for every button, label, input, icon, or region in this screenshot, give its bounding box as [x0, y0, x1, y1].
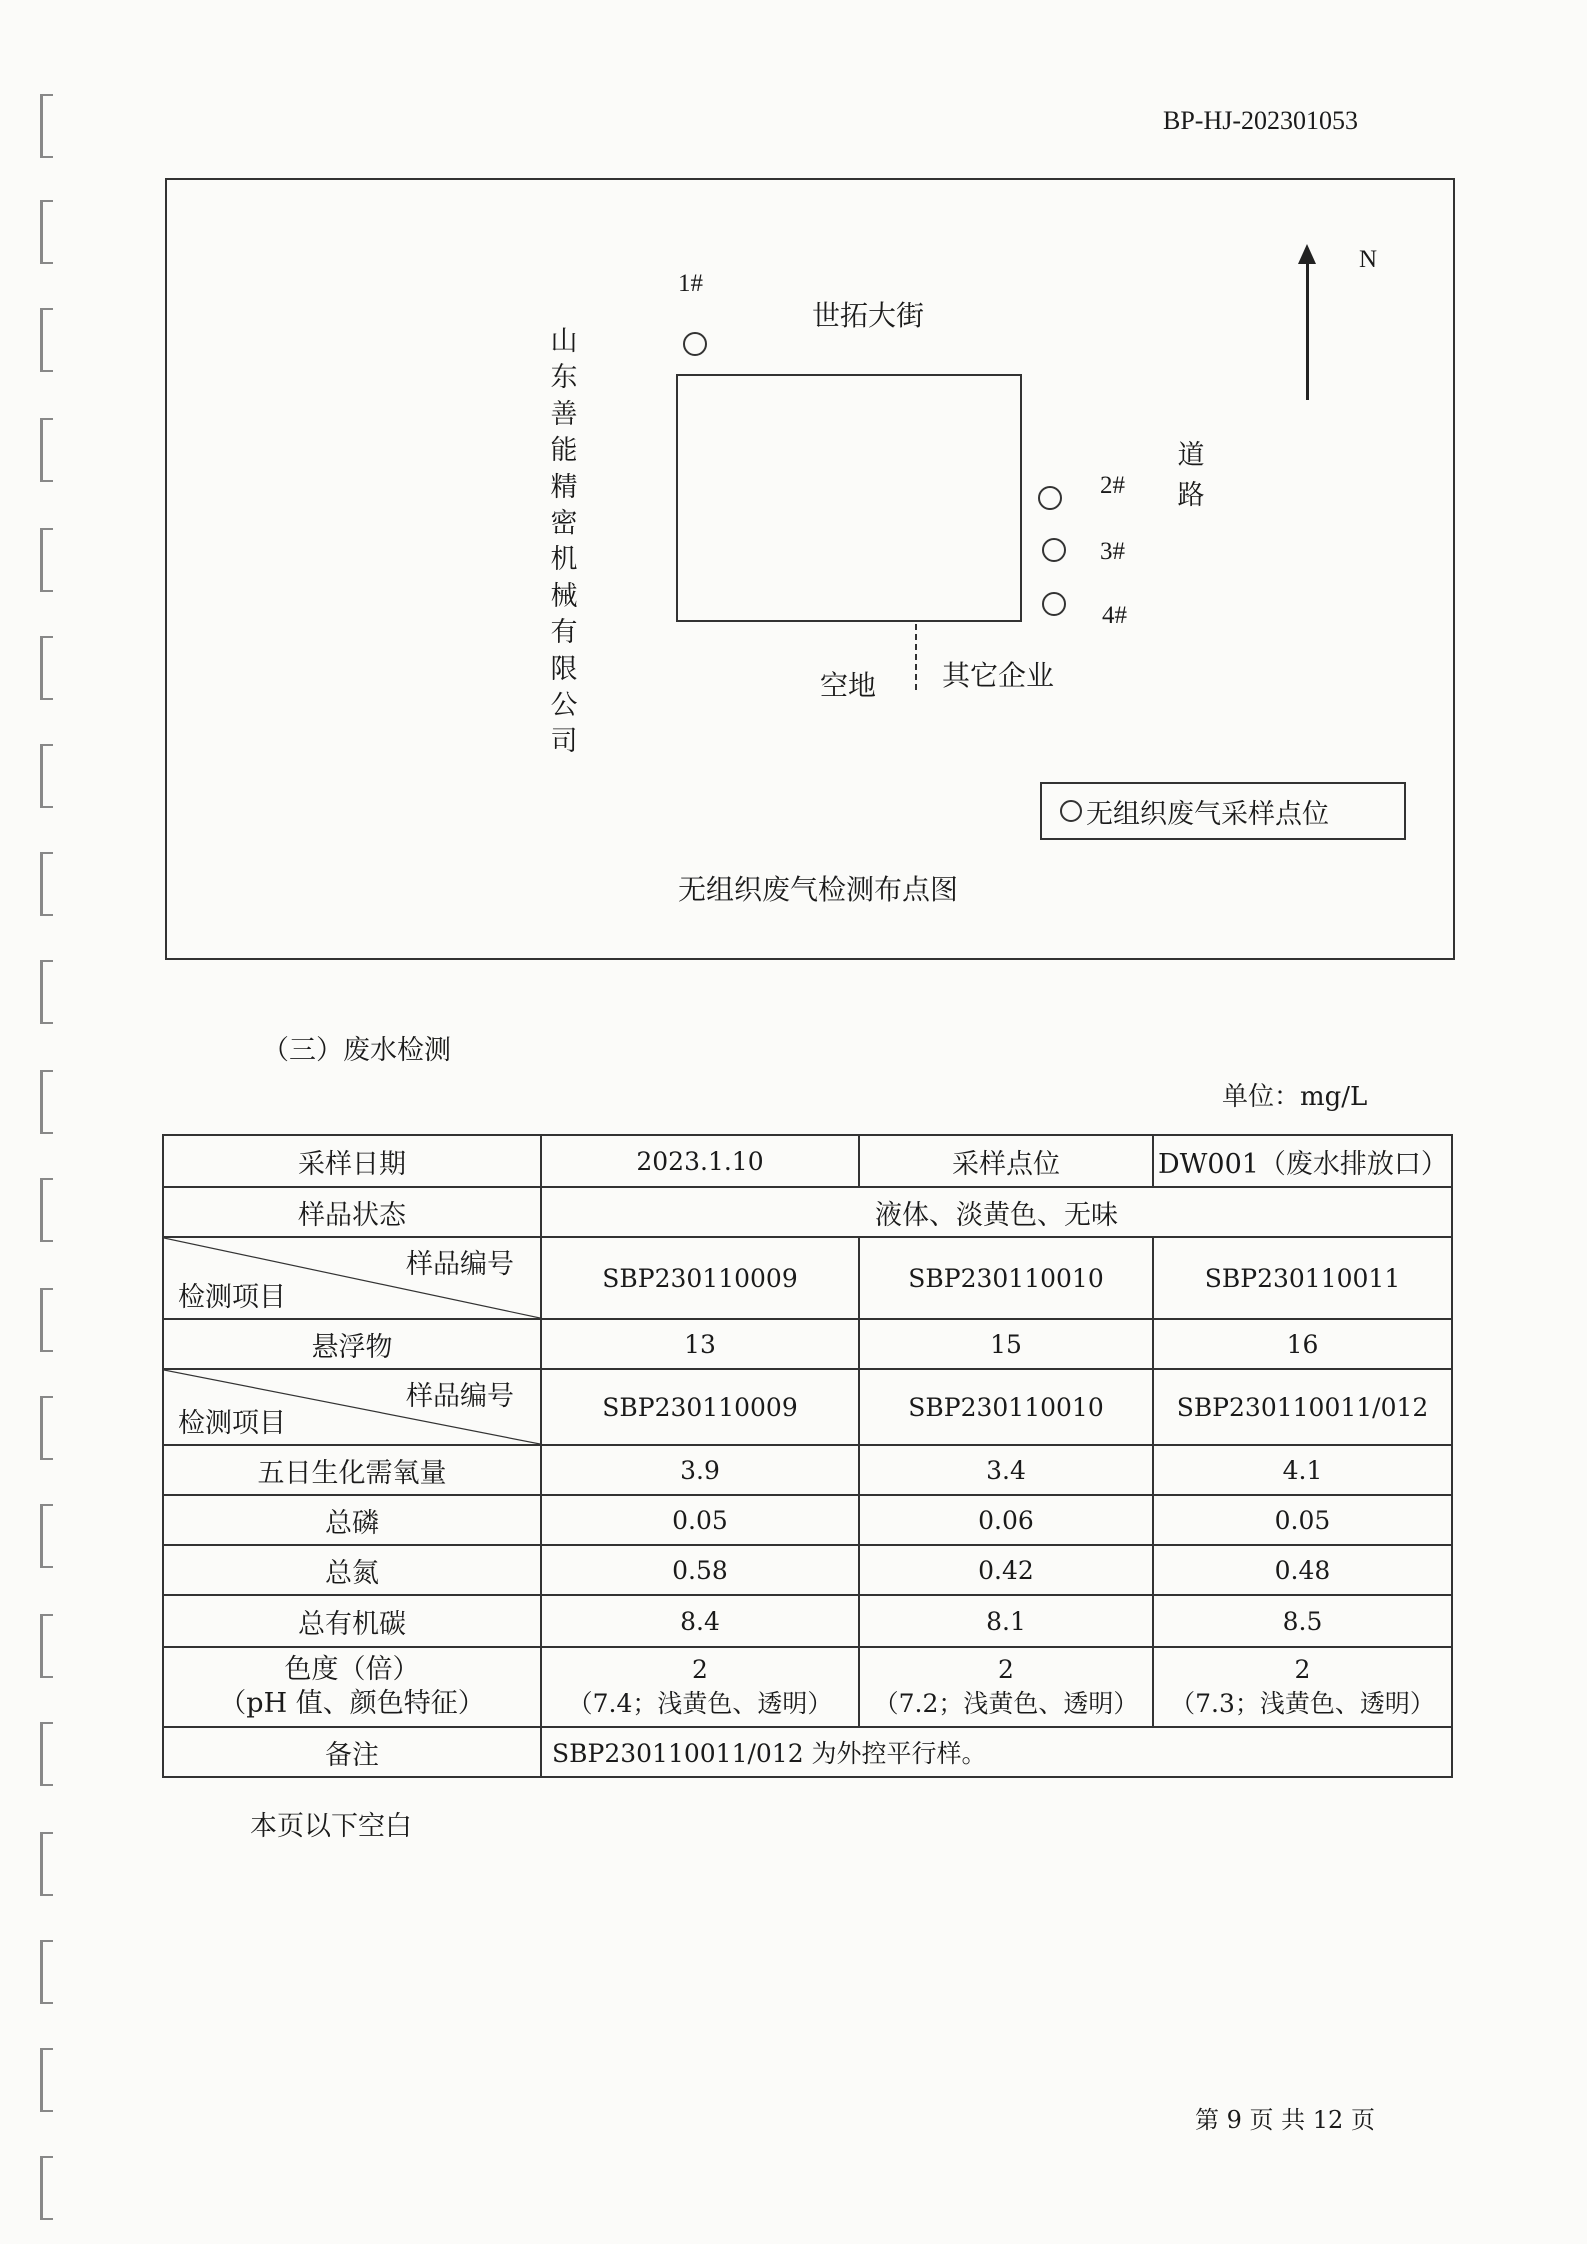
sampling-point-4 — [1042, 592, 1066, 616]
binding-mark — [40, 1940, 53, 2004]
point-4-label: 4# — [1102, 602, 1127, 629]
table-row — [163, 1187, 1452, 1237]
sample-state-label: 样品状态 — [163, 1187, 541, 1237]
item-label: 检测项目 — [178, 1408, 286, 1439]
factory-building — [676, 374, 1022, 622]
west-neighbor-label: 山东善能精密机械有限公司 — [550, 326, 578, 758]
item-label: 检测项目 — [178, 1282, 286, 1313]
sample-no-label: 样品编号 — [406, 1249, 514, 1280]
color-value: 2 — [692, 1655, 708, 1684]
sample-state: 液体、淡黄色、无味 — [541, 1187, 1452, 1237]
binding-mark — [40, 200, 53, 264]
divider-line — [915, 624, 917, 690]
legend-circle-icon — [1060, 800, 1082, 822]
color-value: 2 — [998, 1655, 1014, 1684]
binding-mark — [40, 1614, 53, 1678]
unit-label: 单位：mg/L — [1222, 1082, 1368, 1112]
table-row — [163, 1445, 1452, 1495]
legend — [1040, 782, 1406, 840]
point-1-label: 1# — [678, 270, 703, 297]
binding-mark — [40, 960, 53, 1024]
sampling-point-label: 采样点位 — [859, 1135, 1153, 1187]
binding-mark — [40, 1396, 53, 1460]
sampling-date: 2023.1.10 — [541, 1135, 859, 1187]
table-row — [163, 1595, 1452, 1647]
point-2-label: 2# — [1100, 472, 1125, 499]
blank-note: 本页以下空白 — [250, 1811, 412, 1842]
item-name: 总有机碳 — [163, 1595, 541, 1647]
sample-id: SBP230110010 — [859, 1369, 1153, 1445]
binding-mark — [40, 1288, 53, 1352]
value-cell: 3.4 — [859, 1445, 1153, 1495]
item-name — [163, 1647, 541, 1727]
value-cell: 13 — [541, 1319, 859, 1369]
color-note: （7.3；浅黄色、透明） — [1170, 1689, 1435, 1718]
sampling-point-3 — [1042, 538, 1066, 562]
table-row — [163, 1369, 1452, 1445]
table-row — [163, 1319, 1452, 1369]
value-cell — [1153, 1647, 1452, 1727]
street-label: 世拓大街 — [812, 299, 925, 332]
value-cell — [859, 1647, 1153, 1727]
value-cell: 0.05 — [1153, 1495, 1452, 1545]
value-cell: 8.4 — [541, 1595, 859, 1647]
page-footer: 第 9 页 共 12 页 — [1195, 2106, 1375, 2134]
sample-id: SBP230110011 — [1153, 1237, 1452, 1319]
binding-mark — [40, 1178, 53, 1242]
binding-mark — [40, 744, 53, 808]
value-cell: 8.5 — [1153, 1595, 1452, 1647]
binding-mark — [40, 1504, 53, 1568]
sample-id: SBP230110010 — [859, 1237, 1153, 1319]
figure-caption: 无组织废气检测布点图 — [678, 873, 959, 906]
binding-mark — [40, 852, 53, 916]
table-row — [163, 1727, 1452, 1777]
sample-id: SBP230110009 — [541, 1369, 859, 1445]
value-cell: 0.48 — [1153, 1545, 1452, 1595]
sample-id: SBP230110011/012 — [1153, 1369, 1452, 1445]
value-cell: 4.1 — [1153, 1445, 1452, 1495]
binding-mark — [40, 1832, 53, 1896]
item-name: 总磷 — [163, 1495, 541, 1545]
item-name: 五日生化需氧量 — [163, 1445, 541, 1495]
table-row — [163, 1647, 1452, 1727]
color-label-line-2: （pH 值、颜色特征） — [219, 1688, 485, 1719]
sampling-date-label: 采样日期 — [163, 1135, 541, 1187]
item-name: 总氮 — [163, 1545, 541, 1595]
binding-mark — [40, 636, 53, 700]
binding-mark — [40, 308, 53, 372]
binding-mark — [40, 94, 53, 158]
binding-mark — [40, 2156, 53, 2220]
binding-mark — [40, 2048, 53, 2112]
color-note: （7.2；浅黄色、透明） — [873, 1689, 1139, 1718]
north-arrow-icon — [1306, 258, 1309, 400]
binding-mark — [40, 1070, 53, 1134]
document-number: BP-HJ-202301053 — [1163, 106, 1359, 135]
sampling-point-2 — [1038, 486, 1062, 510]
sampling-point-1 — [683, 332, 707, 356]
diagonal-header — [163, 1369, 541, 1445]
value-cell: 0.42 — [859, 1545, 1153, 1595]
value-cell: 16 — [1153, 1319, 1452, 1369]
wastewater-table — [162, 1134, 1453, 1778]
table-row — [163, 1495, 1452, 1545]
south-left-label: 空地 — [820, 669, 877, 702]
binding-mark — [40, 418, 53, 482]
item-name: 悬浮物 — [163, 1319, 541, 1369]
north-arrow-head-icon — [1298, 244, 1316, 264]
south-right-label: 其它企业 — [942, 659, 1055, 692]
color-label-line-1: 色度（倍） — [284, 1654, 420, 1685]
value-cell — [541, 1647, 859, 1727]
value-cell: 0.58 — [541, 1545, 859, 1595]
value-cell: 8.1 — [859, 1595, 1153, 1647]
value-cell: 3.9 — [541, 1445, 859, 1495]
value-cell: 15 — [859, 1319, 1153, 1369]
section-title: （三）废水检测 — [262, 1035, 451, 1066]
point-3-label: 3# — [1100, 538, 1125, 565]
sample-id: SBP230110009 — [541, 1237, 859, 1319]
binding-mark — [40, 528, 53, 592]
sampling-point: DW001（废水排放口） — [1153, 1135, 1452, 1187]
value-cell: 0.06 — [859, 1495, 1153, 1545]
binding-mark — [40, 1722, 53, 1786]
remark-label: 备注 — [163, 1727, 541, 1777]
table-row — [163, 1135, 1452, 1187]
north-label: N — [1359, 246, 1378, 273]
table-row — [163, 1237, 1452, 1319]
east-road-label: 道路 — [1177, 440, 1205, 511]
color-value: 2 — [1294, 1655, 1311, 1684]
diagonal-header — [163, 1237, 541, 1319]
table-row — [163, 1545, 1452, 1595]
remark-text: SBP230110011/012 为外控平行样。 — [541, 1727, 1452, 1777]
color-note: （7.4；浅黄色、透明） — [567, 1689, 833, 1718]
legend-label: 无组织废气采样点位 — [1086, 798, 1329, 830]
value-cell: 0.05 — [541, 1495, 859, 1545]
sample-no-label: 样品编号 — [406, 1381, 514, 1412]
